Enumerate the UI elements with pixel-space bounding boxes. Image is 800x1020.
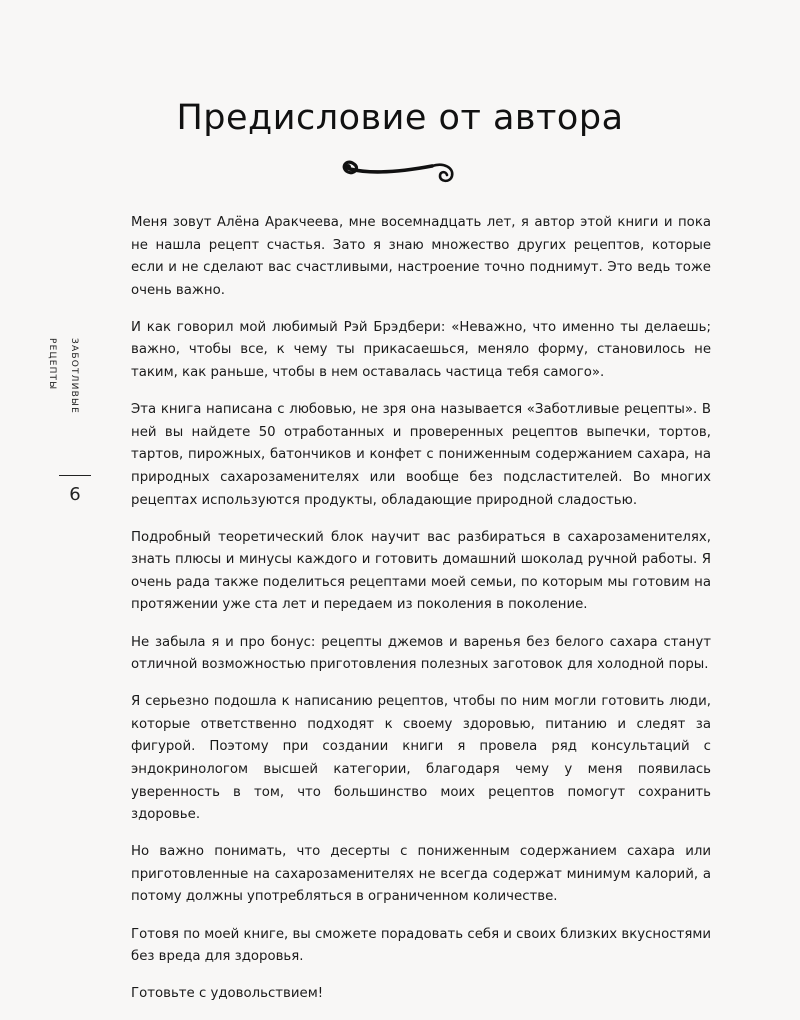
paragraph: Готовьте с удовольствием! xyxy=(131,986,324,1002)
paragraph: Эта книга написана с любовью, не зря она называется «Заботливые рецепты». В ней вы найдете 50 отработанных и проверенных рецептов выпечки, тортов, тартов, пирожных, батончиков и конфет с пониженным содержанием сахара, на природных сахарозаменителях или вообще без подсластителей. Во многих рецептах используются продукты, обладающие природной сладостью. xyxy=(131,402,711,508)
paragraph: Я серьезно подошла к написанию рецептов, чтобы по ним могли готовить люди, которые ответственно подходят к своему здоровью, питанию и следят за фигурой. Поэтому при создании книги я провела ряд консультаций с эндокринологом высшей категории, благодаря чему у меня появилась уверенность в том, что большинство моих рецептов помогут сохранить здоровье. xyxy=(131,694,711,823)
paragraph: Подробный теоретический блок научит вас разбираться в сахарозаменителях, знать плюсы и минусы каждого и готовить домашний шоколад ручной работы. Я очень рада также поделиться рецептами моей семьи, по которым мы готовим на протяжении уже ста лет и передаем из поколения в поколение. xyxy=(131,529,711,613)
flourish-icon xyxy=(340,150,460,184)
paragraph: Не забыла я и про бонус: рецепты джемов и варенья без белого сахара станут отличной возможностью приготовления полезных заготовок для холодной поры. xyxy=(131,634,711,673)
page-number: 6 xyxy=(69,484,81,505)
page-title: Предисловие от автора xyxy=(176,98,624,138)
paragraph: Меня зовут Алёна Аракчеева, мне восемнадцать лет, я автор этой книги и пока не нашла рецепт счастья. Зато я знаю множество других рецептов, которые если и не сделают вас счастливыми, настроение точно поднимут. Это ведь тоже очень важно. xyxy=(131,215,711,298)
running-header: ЗАБОТЛИВЫЕ РЕЦЕПТЫ xyxy=(47,338,79,414)
body-text xyxy=(131,212,711,1020)
paragraph: Готовя по моей книге, вы сможете порадовать себя и своих близких вкусностями без вреда для здоровья. xyxy=(131,926,711,965)
paragraph: И как говорил мой любимый Рэй Брэдбери: «Неважно, что именно ты делаешь; важно, чтобы все, к чему ты прикасаешься, меняло форму, становилось не таким, как раньше, чтобы в нем оставалась частица тебя самого». xyxy=(131,319,711,381)
side-divider xyxy=(59,475,91,476)
paragraph: Но важно понимать, что десерты с пониженным содержанием сахара или приготовленные на сахарозаменителях не всегда содержат минимум калорий, а потому должны употребляться в ограниченном количестве. xyxy=(131,844,711,905)
